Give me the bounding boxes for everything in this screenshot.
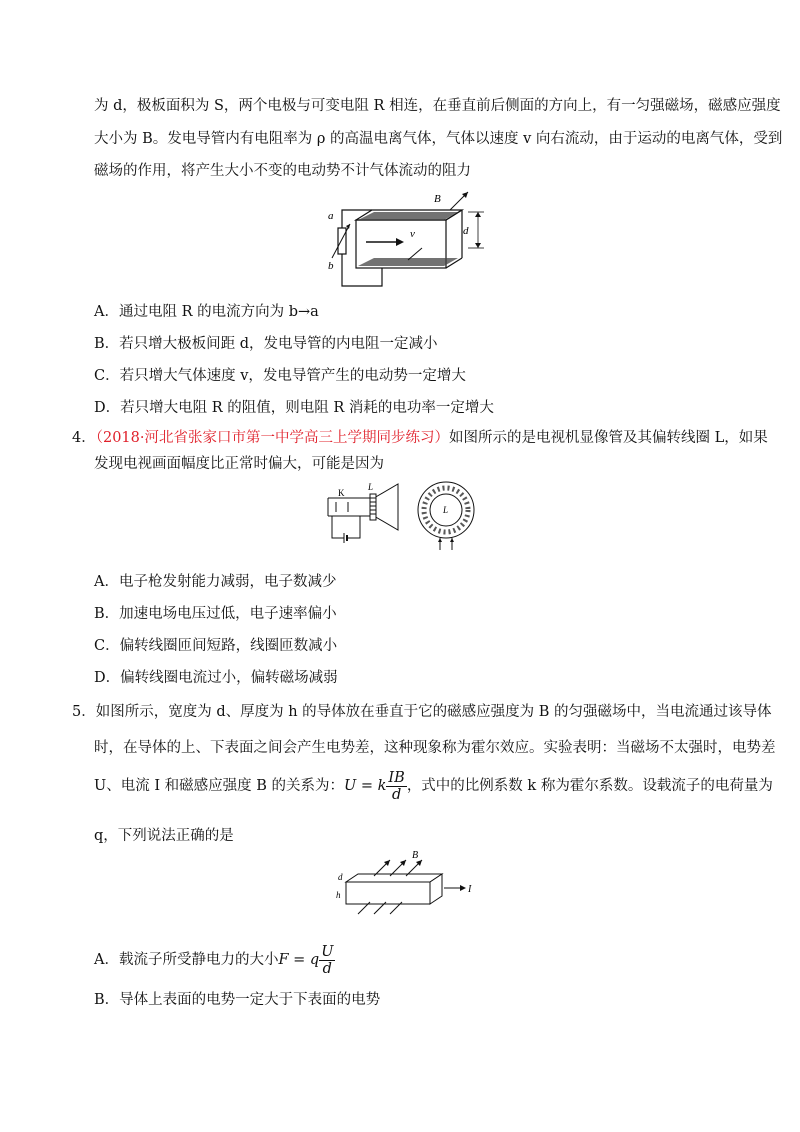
q5-stem-line-4: q，下列说法正确的是 [94, 828, 234, 844]
q4-option-a: A．电子枪发射能力减弱，电子数减少 [94, 574, 337, 590]
q4-label-L2: L [443, 505, 449, 515]
q4-source: （2018·河北省张家口市第一中学高三上学期同步练习） [95, 430, 449, 446]
q5-label-d: d [338, 872, 343, 882]
q3-option-a: A．通过电阻 R 的电流方向为 b→a [94, 304, 319, 320]
q5-stem-text-1: 如图所示，宽度为 d、厚度为 h 的导体放在垂直于它的磁感应强度为 B 的匀强磁场中，当电流通过该导体 [95, 704, 772, 720]
q3-stem-line-3: 磁场的作用，将产生大小不变的电动势不计气体流动的阻力 [94, 163, 471, 179]
q5-option-a [94, 940, 335, 980]
q3-option-c: C．若只增大气体速度 v，发电导管产生的电动势一定增大 [94, 368, 466, 384]
q3-option-d: D．若只增大电阻 R 的阻值，则电阻 R 消耗的电功率一定增大 [94, 400, 494, 416]
q5-formula-fraction [386, 770, 406, 803]
q3-label-B: B [434, 193, 441, 205]
q5-stem-text-3b: ，式中的比例系数 k 称为霍尔系数。设载流子的电荷量为 [406, 778, 773, 794]
q4-label-L1: L [368, 482, 374, 492]
q5-formula-numerator: IB [388, 769, 405, 786]
q4-stem-line-1 [72, 428, 768, 448]
q4-crt-figure [318, 480, 486, 552]
q4-option-c: C．偏转线圈匝间短路，线圈匝数减小 [94, 638, 338, 654]
q5-stem-line-1 [72, 702, 772, 722]
q5-option-a-lhs: F = q [278, 952, 320, 968]
q3-label-v: v [410, 228, 415, 240]
q5-label-h: h [336, 890, 341, 900]
q5-formula-lhs: U = k [344, 778, 387, 794]
q5-formula-denominator: d [391, 786, 402, 803]
q4-stem-text: 如图所示的是电视机显像管及其偏转线圈 L，如果 [449, 430, 768, 446]
q4-option-d: D．偏转线圈电流过小，偏转磁场减弱 [94, 670, 338, 686]
q5-option-a-numerator: U [321, 943, 334, 960]
q3-mhd-generator-figure [322, 190, 488, 290]
q5-stem-text-3a: U、电流 I 和磁感应强度 B 的关系为： [94, 778, 345, 794]
q3-option-b: B．若只增大极板间距 d，发电导管的内电阻一定减小 [94, 336, 438, 352]
q4-option-b: B．加速电场电压过低，电子速率偏小 [94, 606, 337, 622]
q5-hall-effect-figure [334, 848, 474, 918]
q5-option-a-fraction [319, 944, 335, 977]
q5-option-a-denominator: d [322, 960, 332, 977]
q5-option-b: B．导体上表面的电势一定大于下表面的电势 [94, 992, 381, 1008]
q4-stem-line-2: 发现电视画面幅度比正常时偏大，可能是因为 [94, 456, 384, 472]
q3-stem-line-1: 为 d，极板面积为 S，两个电极与可变电阻 R 相连，在垂直前后侧面的方向上，有一匀强磁场，磁感应强度 [94, 98, 781, 114]
q5-label-I: I [468, 884, 472, 895]
q3-label-a: a [328, 210, 334, 222]
q5-stem-line-2: 时，在导体的上、下表面之间会产生电势差，这种现象称为霍尔效应。实验表明：当磁场不太强时，电势差 [94, 740, 776, 756]
q5-label-B: B [412, 850, 419, 861]
q3-label-b: b [328, 260, 334, 272]
q3-label-d: d [463, 225, 469, 237]
q5-option-a-text: A．载流子所受静电力的大小 [94, 952, 279, 968]
q4-label-K: K [338, 488, 345, 498]
q5-stem-line-3 [94, 768, 773, 804]
q3-stem-line-2: 大小为 B。发电导管内有电阻率为 ρ 的高温电离气体，气体以速度 v 向右流动，由于运动的电离气体，受到 [94, 131, 783, 147]
q5-number: 5． [72, 704, 96, 720]
q4-number: 4． [72, 430, 96, 446]
